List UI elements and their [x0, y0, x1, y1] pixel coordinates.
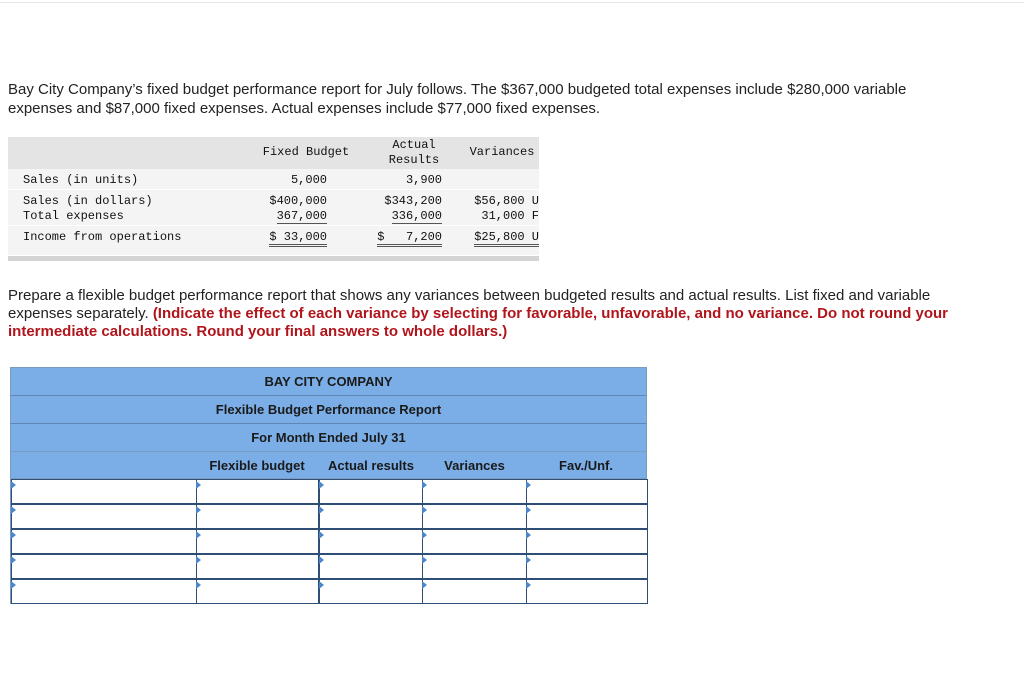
- flexible-budget-field[interactable]: [197, 480, 318, 503]
- row-label-input[interactable]: [11, 504, 198, 529]
- row-label-input[interactable]: [11, 579, 198, 604]
- flexible-budget-field[interactable]: [197, 530, 318, 553]
- col-fav-unf: Fav./Unf.: [559, 458, 613, 473]
- report-bottom-bar: [8, 256, 539, 261]
- actual-value: 3,900: [405, 173, 442, 187]
- variance-value: $56,800 U: [474, 194, 539, 208]
- fav-unf-select[interactable]: [526, 504, 648, 529]
- input-row-1: [10, 479, 647, 504]
- actual-results-field[interactable]: [320, 580, 422, 603]
- header-actual-line1: Actual: [392, 138, 436, 152]
- actual-results-input[interactable]: [319, 554, 423, 579]
- flexible-budget-field[interactable]: [197, 580, 318, 603]
- row-label: Total expenses: [23, 209, 124, 223]
- variances-field[interactable]: [423, 480, 526, 503]
- row-separator: [8, 225, 539, 226]
- flexible-budget-field[interactable]: [197, 555, 318, 578]
- row-label-input[interactable]: [11, 554, 198, 579]
- variances-input[interactable]: [422, 504, 527, 529]
- col-flexible-budget: Flexible budget: [209, 458, 305, 473]
- fav-unf-field[interactable]: [527, 480, 647, 503]
- row-label-field[interactable]: [12, 505, 197, 528]
- fav-unf-field[interactable]: [527, 505, 647, 528]
- fav-unf-field[interactable]: [527, 555, 647, 578]
- flexible-budget-input[interactable]: [196, 579, 319, 604]
- fixed-value: 5,000: [290, 173, 327, 187]
- fav-unf-select[interactable]: [526, 529, 648, 554]
- row-label-field[interactable]: [12, 555, 197, 578]
- variances-input[interactable]: [422, 579, 527, 604]
- company-name: BAY CITY COMPANY: [10, 367, 647, 395]
- header-actual-results: [382, 138, 446, 168]
- actual-value: $ 7,200: [377, 230, 442, 247]
- variance-value: 31,000 F: [481, 209, 539, 223]
- variance-value: $25,800 U: [474, 230, 539, 247]
- flexible-budget-input[interactable]: [196, 529, 319, 554]
- header-fixed-budget: Fixed Budget: [262, 145, 350, 159]
- flexible-budget-input[interactable]: [196, 554, 319, 579]
- report-title: Flexible Budget Performance Report: [10, 395, 647, 423]
- actual-results-input[interactable]: [319, 579, 423, 604]
- col-variances: Variances: [444, 458, 505, 473]
- variances-input[interactable]: [422, 554, 527, 579]
- row-label-field[interactable]: [12, 480, 197, 503]
- header-actual-line2: Results: [388, 153, 440, 167]
- actual-results-field[interactable]: [320, 480, 422, 503]
- row-label-input[interactable]: [11, 529, 198, 554]
- flexible-budget-table: [10, 367, 647, 604]
- row-label: Income from operations: [23, 230, 182, 244]
- actual-results-field[interactable]: [320, 555, 422, 578]
- fixed-value: 367,000: [276, 209, 327, 223]
- input-row-4: [10, 554, 647, 579]
- actual-results-input[interactable]: [319, 529, 423, 554]
- fav-unf-field[interactable]: [527, 580, 647, 603]
- col-actual-results: Actual results: [328, 458, 414, 473]
- report-period: For Month Ended July 31: [10, 423, 647, 451]
- instructions: [8, 287, 998, 341]
- variances-field[interactable]: [423, 530, 526, 553]
- variances-input[interactable]: [422, 479, 527, 504]
- flexible-budget-input[interactable]: [196, 479, 319, 504]
- row-label: Sales (in dollars): [23, 194, 153, 208]
- fav-unf-select[interactable]: [526, 579, 648, 604]
- header-variances: Variances: [469, 145, 535, 159]
- row-label-input[interactable]: [11, 479, 198, 504]
- actual-value: $343,200: [384, 194, 442, 208]
- row-label-field[interactable]: [12, 580, 197, 603]
- fixed-budget-report: [8, 137, 539, 255]
- fav-unf-field[interactable]: [527, 530, 647, 553]
- actual-results-input[interactable]: [319, 504, 423, 529]
- report-body: [8, 169, 539, 255]
- report-row-expenses: [8, 208, 539, 224]
- input-row-2: [10, 504, 647, 529]
- column-header-row: [10, 451, 647, 479]
- problem-intro: Bay City Company’s fixed budget performance report for July follows. The $367,000 budgeted total expenses include $280,000 variable expenses and $87,000 fixed expenses. Actual expenses include $77,000 fixed expenses.: [8, 81, 907, 117]
- flexible-budget-input[interactable]: [196, 504, 319, 529]
- instructions-text: Prepare a flexible budget performance report that shows any variances between budgeted results and actual results. List fixed and variable expenses separately.: [8, 287, 931, 322]
- fixed-value: $400,000: [269, 194, 327, 208]
- fav-unf-select[interactable]: [526, 554, 648, 579]
- variances-field[interactable]: [423, 555, 526, 578]
- variances-input[interactable]: [422, 529, 527, 554]
- input-row-5: [10, 579, 647, 604]
- input-row-3: [10, 529, 647, 554]
- report-row-units: [8, 172, 539, 188]
- report-header-row: [8, 137, 539, 169]
- row-separator: [8, 189, 539, 190]
- variances-field[interactable]: [423, 505, 526, 528]
- row-label-field[interactable]: [12, 530, 197, 553]
- row-label: Sales (in units): [23, 173, 139, 187]
- top-divider: [0, 0, 1024, 3]
- actual-results-input[interactable]: [319, 479, 423, 504]
- report-row-income: [8, 229, 539, 245]
- instructions-emphasis: (Indicate the effect of each variance by selecting for favorable, unfavorable, and no variance. Do not round your intermediate calculations. Round your final answers to whole dollars.): [8, 305, 948, 340]
- actual-results-field[interactable]: [320, 530, 422, 553]
- actual-results-field[interactable]: [320, 505, 422, 528]
- fav-unf-select[interactable]: [526, 479, 648, 504]
- fixed-value: $ 33,000: [269, 230, 327, 247]
- actual-value: 336,000: [391, 209, 442, 223]
- variances-field[interactable]: [423, 580, 526, 603]
- report-row-sales: [8, 193, 539, 209]
- flexible-budget-field[interactable]: [197, 505, 318, 528]
